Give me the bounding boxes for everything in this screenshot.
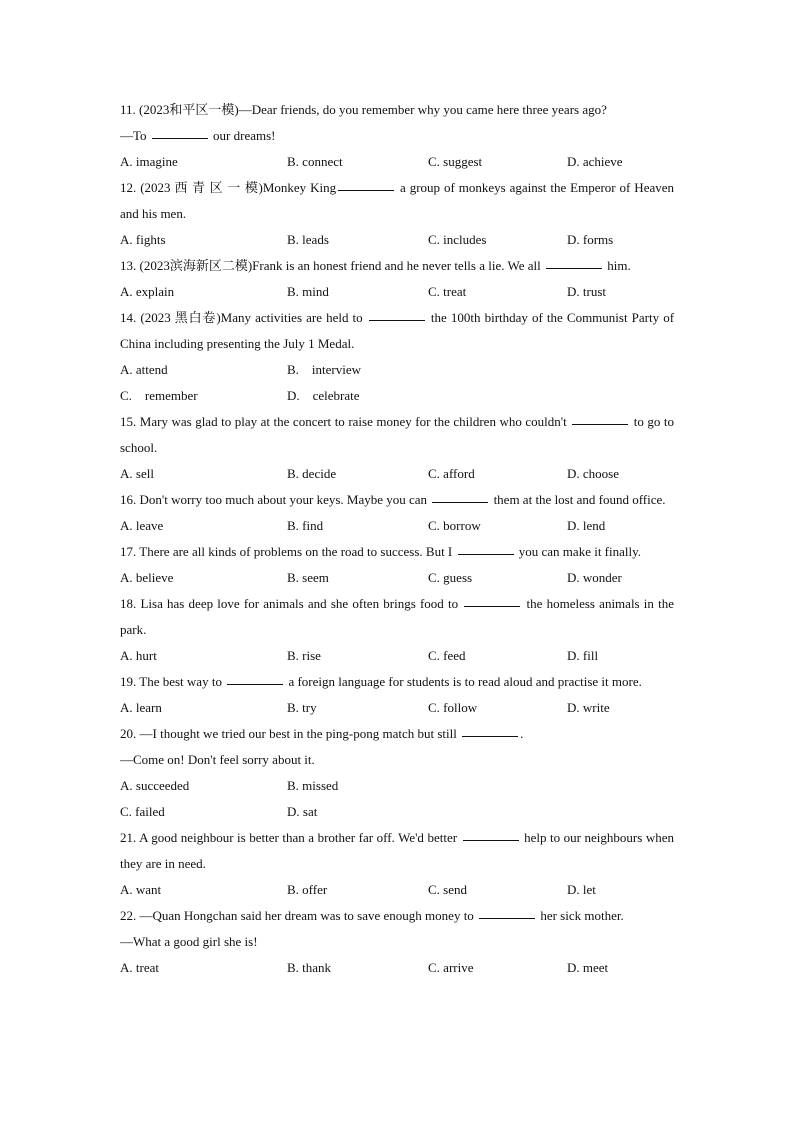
option-d[interactable]: D. sat	[287, 804, 318, 819]
option-d[interactable]: D. lend	[567, 518, 606, 533]
option-c[interactable]: C. treat	[428, 284, 467, 299]
options-row	[120, 513, 674, 539]
question-15	[120, 409, 674, 487]
option-b[interactable]: B. offer	[287, 882, 328, 897]
option-d[interactable]: D. fill	[567, 648, 599, 663]
answer-blank[interactable]	[227, 683, 283, 685]
answer-blank[interactable]	[369, 319, 425, 321]
option-c[interactable]: C. arrive	[428, 960, 474, 975]
option-a[interactable]: A. leave	[120, 518, 164, 533]
option-b[interactable]: B. decide	[287, 466, 337, 481]
options-row	[120, 383, 674, 409]
option-b[interactable]: B. interview	[287, 362, 362, 377]
dialogue-line: —Come on! Don't feel sorry about it.	[120, 752, 315, 767]
option-d[interactable]: D. celebrate	[287, 388, 360, 403]
option-b[interactable]: B. find	[287, 518, 324, 533]
option-c[interactable]: C. failed	[120, 804, 165, 819]
options-row	[120, 461, 674, 487]
question-21	[120, 825, 674, 903]
question-number: 12.	[120, 180, 137, 195]
option-d[interactable]: D. meet	[567, 960, 609, 975]
question-text-cont: them at the lost and found office.	[493, 492, 666, 507]
question-text: Lisa has deep love for animals and she often brings food to	[140, 596, 459, 611]
option-a[interactable]: A. treat	[120, 960, 159, 975]
option-c[interactable]: C. send	[428, 882, 467, 897]
option-b[interactable]: B. seem	[287, 570, 329, 585]
question-18	[120, 591, 674, 669]
question-19	[120, 669, 674, 721]
question-number: 17.	[120, 544, 137, 559]
question-list	[120, 97, 674, 981]
question-text: There are all kinds of problems on the road to success. But I	[139, 544, 453, 559]
question-text: A good neighbour is better than a brother far off. We'd better	[139, 830, 458, 845]
question-number: 16.	[120, 492, 137, 507]
options-row	[120, 643, 674, 669]
option-a[interactable]: A. fights	[120, 232, 166, 247]
option-c[interactable]: C. feed	[428, 648, 466, 663]
answer-blank[interactable]	[463, 839, 519, 841]
option-b[interactable]: B. connect	[287, 154, 343, 169]
options-row	[120, 695, 674, 721]
dialogue-line: —To	[120, 128, 147, 143]
dialogue-line: our dreams!	[213, 128, 276, 143]
option-a[interactable]: A. explain	[120, 284, 175, 299]
option-c[interactable]: C. suggest	[428, 154, 483, 169]
option-d[interactable]: D. wonder	[567, 570, 622, 585]
question-13	[120, 253, 674, 305]
question-text-cont: help to our neighbours when they are in need.	[120, 830, 674, 871]
question-text-cont: him.	[607, 258, 631, 273]
question-text-cont: a group of monkeys against the Emperor of Heaven and his men.	[120, 180, 675, 221]
options-row	[120, 773, 674, 799]
answer-blank[interactable]	[338, 189, 394, 191]
option-d[interactable]: D. write	[567, 700, 610, 715]
option-c[interactable]: C. afford	[428, 466, 475, 481]
answer-blank[interactable]	[152, 137, 208, 139]
option-b[interactable]: B. leads	[287, 232, 329, 247]
option-a[interactable]: A. succeeded	[120, 778, 190, 793]
question-text: Don't worry too much about your keys. Maybe you can	[139, 492, 428, 507]
question-text: The best way to	[139, 674, 222, 689]
question-number: 18.	[120, 596, 137, 611]
answer-blank[interactable]	[546, 267, 602, 269]
question-16	[120, 487, 674, 539]
answer-blank[interactable]	[572, 423, 628, 425]
option-a[interactable]: A. want	[120, 882, 162, 897]
question-text-cont: .	[520, 726, 524, 741]
option-a[interactable]: A. learn	[120, 700, 162, 715]
option-d[interactable]: D. let	[567, 882, 596, 897]
option-b[interactable]: B. mind	[287, 284, 329, 299]
answer-blank[interactable]	[464, 605, 520, 607]
answer-blank[interactable]	[462, 735, 518, 737]
question-text: —I thought we tried our best in the ping-pong match but still	[139, 726, 457, 741]
option-a[interactable]: A. hurt	[120, 648, 157, 663]
options-row	[120, 149, 674, 175]
question-text: Mary was glad to play at the concert to raise money for the children who couldn't	[139, 414, 567, 429]
option-c[interactable]: C. includes	[428, 232, 487, 247]
question-22	[120, 903, 674, 981]
option-d[interactable]: D. achieve	[567, 154, 623, 169]
question-number: 21.	[120, 830, 137, 845]
option-c[interactable]: C. borrow	[428, 518, 481, 533]
question-number: 22.	[120, 908, 137, 923]
question-text: —Quan Hongchan said her dream was to save enough money to	[139, 908, 474, 923]
option-c[interactable]: C. guess	[428, 570, 473, 585]
option-b[interactable]: B. thank	[287, 960, 332, 975]
question-number: 15.	[120, 414, 137, 429]
answer-blank[interactable]	[432, 501, 488, 503]
option-d[interactable]: D. forms	[567, 232, 614, 247]
question-text-cont: the 100th birthday of the Communist Party of China including presenting the July 1 Medal.	[120, 310, 675, 351]
question-text: (2023滨海新区二模)Frank is an honest friend and he never tells a lie. We all	[139, 258, 541, 273]
question-14	[120, 305, 674, 409]
question-20	[120, 721, 674, 825]
options-row	[120, 877, 674, 903]
option-d[interactable]: D. choose	[567, 466, 619, 481]
option-b[interactable]: B. try	[287, 700, 317, 715]
question-number: 14.	[120, 310, 137, 325]
option-a[interactable]: A. believe	[120, 570, 174, 585]
option-c[interactable]: C. remember	[120, 388, 198, 403]
question-11	[120, 97, 674, 175]
options-row	[120, 357, 674, 383]
option-b[interactable]: B. rise	[287, 648, 321, 663]
option-d[interactable]: D. trust	[567, 284, 606, 299]
option-a[interactable]: A. attend	[120, 362, 168, 377]
question-text: (2023 黑白卷)Many activities are held to	[140, 310, 363, 325]
options-row	[120, 565, 674, 591]
question-number: 13.	[120, 258, 137, 273]
options-row	[120, 227, 674, 253]
option-a[interactable]: A. imagine	[120, 154, 178, 169]
option-b[interactable]: B. missed	[287, 778, 339, 793]
question-text-cont: a foreign language for students is to read aloud and practise it more.	[288, 674, 642, 689]
question-text-cont: the homeless animals in the park.	[120, 596, 674, 637]
question-12	[120, 175, 674, 253]
question-text-cont: to go to school.	[120, 414, 675, 455]
answer-blank[interactable]	[479, 917, 535, 919]
answer-blank[interactable]	[458, 553, 514, 555]
question-text-cont: you can make it finally.	[518, 544, 642, 559]
question-17	[120, 539, 674, 591]
option-a[interactable]: A. sell	[120, 466, 154, 481]
question-text-cont: her sick mother.	[540, 908, 624, 923]
options-row	[120, 799, 674, 825]
question-text: (2023 西 青 区 一 模)Monkey King	[140, 180, 337, 195]
dialogue-line: —What a good girl she is!	[120, 934, 258, 949]
question-text: (2023和平区一模)—Dear friends, do you remember why you came here three years ago?	[139, 102, 607, 117]
option-c[interactable]: C. follow	[428, 700, 478, 715]
question-number: 20.	[120, 726, 137, 741]
question-number: 11.	[120, 102, 136, 117]
options-row	[120, 279, 674, 305]
question-number: 19.	[120, 674, 137, 689]
options-row	[120, 955, 674, 981]
